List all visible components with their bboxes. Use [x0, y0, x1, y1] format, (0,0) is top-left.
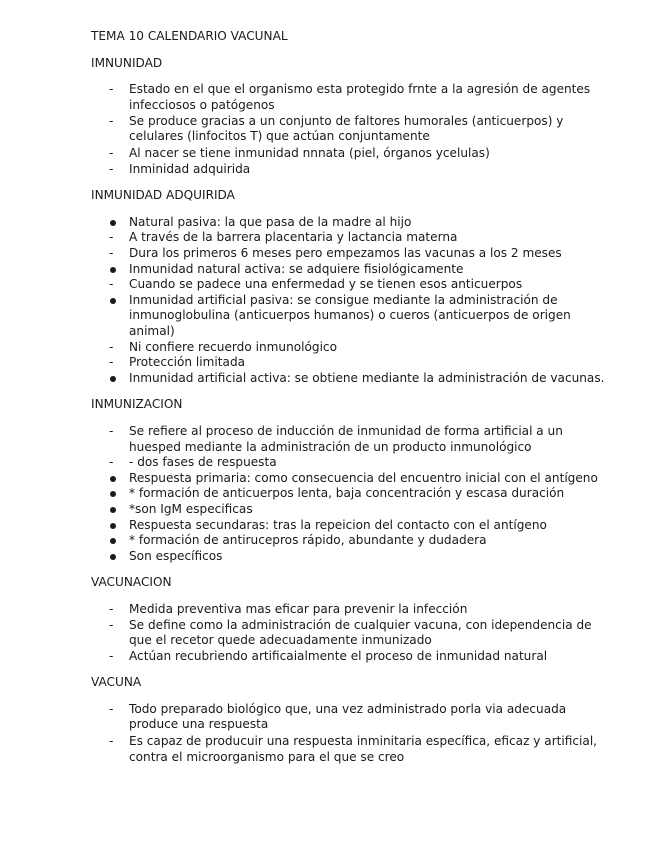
- section-heading: INMUNIZACION: [91, 397, 183, 412]
- dash-marker: [109, 340, 123, 356]
- list-item: [91, 702, 615, 733]
- dash-marker: [109, 702, 123, 718]
- list-item: [91, 734, 615, 765]
- list-item: [91, 549, 615, 565]
- dash-marker: [109, 424, 123, 440]
- list-item-text: Respuesta primaria: como consecuencia del encuentro inicial con el antígeno: [129, 470, 598, 485]
- bullet-marker: [109, 471, 123, 482]
- section-inmunidad-adquirida: [91, 188, 615, 386]
- list-item-text: Respuesta secundaras: tras la repeicion del contacto con el antígeno: [129, 517, 547, 532]
- bullet-marker: [109, 518, 123, 529]
- list-item: [91, 518, 615, 534]
- list-item-text: Dura los primeros 6 meses pero empezamos las vacunas a los 2 meses: [129, 246, 562, 261]
- dash-marker: [109, 355, 123, 371]
- list-item: [91, 486, 615, 502]
- bullet-marker: [109, 486, 123, 497]
- section-inmunizacion: [91, 397, 615, 564]
- list-item-text: * formación de anticuerpos lenta, baja concentración y escasa duración: [129, 486, 565, 501]
- section-vacunacion: [91, 575, 615, 664]
- dash-marker: [109, 146, 123, 162]
- list-item-text: Inmunidad natural activa: se adquiere fisiológicamente: [129, 261, 464, 276]
- list-item-text: Inminidad adquirida: [129, 161, 251, 176]
- list-item: [91, 246, 615, 262]
- list-item-text: Se define como la administración de cualquier vacuna, con idependencia de que el recetor quede adecuadamente inmunizado: [129, 617, 592, 648]
- bullet-list: [91, 702, 615, 765]
- list-item-text: Son específicos: [129, 548, 223, 563]
- bullet-list: [91, 424, 615, 564]
- list-item-text: Ni confiere recuerdo inmunológico: [129, 339, 337, 354]
- list-item: [91, 533, 615, 549]
- list-item-text: Protección limitada: [129, 355, 246, 370]
- dash-marker: [109, 114, 123, 130]
- document-title: TEMA 10 CALENDARIO VACUNAL: [91, 29, 288, 43]
- list-item-text: A través de la barrera placentaria y lactancia materna: [129, 230, 458, 245]
- list-item: [91, 114, 615, 145]
- list-item: [91, 230, 615, 246]
- bullet-list: [91, 215, 615, 387]
- dash-marker: [109, 162, 123, 178]
- list-item-text: - dos fases de respuesta: [129, 455, 277, 470]
- dash-marker: [109, 734, 123, 750]
- dash-marker: [109, 618, 123, 634]
- bullet-marker: [109, 262, 123, 273]
- section-vacuna: [91, 675, 615, 765]
- list-item: [91, 471, 615, 487]
- list-item: [91, 424, 615, 455]
- list-item: [91, 355, 615, 371]
- list-item-text: Actúan recubriendo artificaialmente el proceso de inmunidad natural: [129, 648, 548, 663]
- list-item: [91, 277, 615, 293]
- dash-marker: [109, 277, 123, 293]
- bullet-marker: [109, 371, 123, 382]
- list-item-text: Inmunidad artificial pasiva: se consigue mediante la administración de inmunoglobulina (anticuerpos humanos) o cueros (anticuerpos de origen animal): [129, 292, 571, 338]
- list-item: [91, 82, 615, 113]
- list-item: [91, 293, 615, 340]
- list-item-text: Se produce gracias a un conjunto de faltores humorales (anticuerpos) y celulares (linfocitos T) que actúan conjuntamente: [129, 113, 564, 144]
- section-heading: IMNUNIDAD: [91, 55, 163, 70]
- list-item-text: * formación de antirucepros rápido, abundante y dudadera: [129, 533, 487, 548]
- list-item-text: Todo preparado biológico que, una vez administrado porla via adecuada produce una respuesta: [129, 701, 567, 732]
- list-item-text: Inmunidad artificial activa: se obtiene mediante la administración de vacunas.: [129, 370, 605, 385]
- dash-marker: [109, 82, 123, 98]
- bullet-list: [91, 82, 615, 177]
- dash-marker: [109, 246, 123, 262]
- bullet-marker: [109, 533, 123, 544]
- list-item-text: Se refiere al proceso de inducción de inmunidad de forma artificial a un huesped mediante la administración de un producto inmunológico: [129, 423, 563, 454]
- section-heading: INMUNIDAD ADQUIRIDA: [91, 188, 235, 203]
- dash-marker: [109, 649, 123, 665]
- list-item: [91, 262, 615, 278]
- list-item: [91, 618, 615, 649]
- list-item-text: Estado en el que el organismo esta protegido frnte a la agresión de agentes infecciosos o patógenos: [129, 82, 591, 112]
- section-inmunidad: [91, 56, 615, 178]
- list-item: [91, 649, 615, 665]
- list-item: [91, 340, 615, 356]
- list-item: [91, 371, 615, 387]
- bullet-list: [91, 602, 615, 664]
- bullet-marker: [109, 502, 123, 513]
- list-item: [91, 455, 615, 471]
- list-item: [91, 602, 615, 618]
- list-item-text: Cuando se padece una enfermedad y se tienen esos anticuerpos: [129, 277, 523, 292]
- dash-marker: [109, 455, 123, 471]
- bullet-marker: [109, 549, 123, 560]
- bullet-marker: [109, 215, 123, 226]
- list-item-text: Natural pasiva: la que pasa de la madre al hijo: [129, 214, 412, 229]
- dash-marker: [109, 602, 123, 618]
- list-item-text: Medida preventiva mas eficar para prevenir la infección: [129, 601, 468, 616]
- list-item: [91, 215, 615, 231]
- list-item-text: *son IgM especificas: [129, 501, 253, 516]
- list-item: [91, 162, 615, 178]
- section-heading: VACUNA: [91, 675, 142, 690]
- list-item-text: Es capaz de producuir una respuesta inminitaria específica, eficaz y artificial, contra el microorganismo para el que se creo: [129, 734, 598, 764]
- list-item: [91, 146, 615, 162]
- section-heading: VACUNACION: [91, 575, 172, 590]
- dash-marker: [109, 230, 123, 246]
- list-item: [91, 502, 615, 518]
- bullet-marker: [109, 293, 123, 304]
- list-item-text: Al nacer se tiene inmunidad nnnata (piel, órganos ycelulas): [129, 145, 490, 160]
